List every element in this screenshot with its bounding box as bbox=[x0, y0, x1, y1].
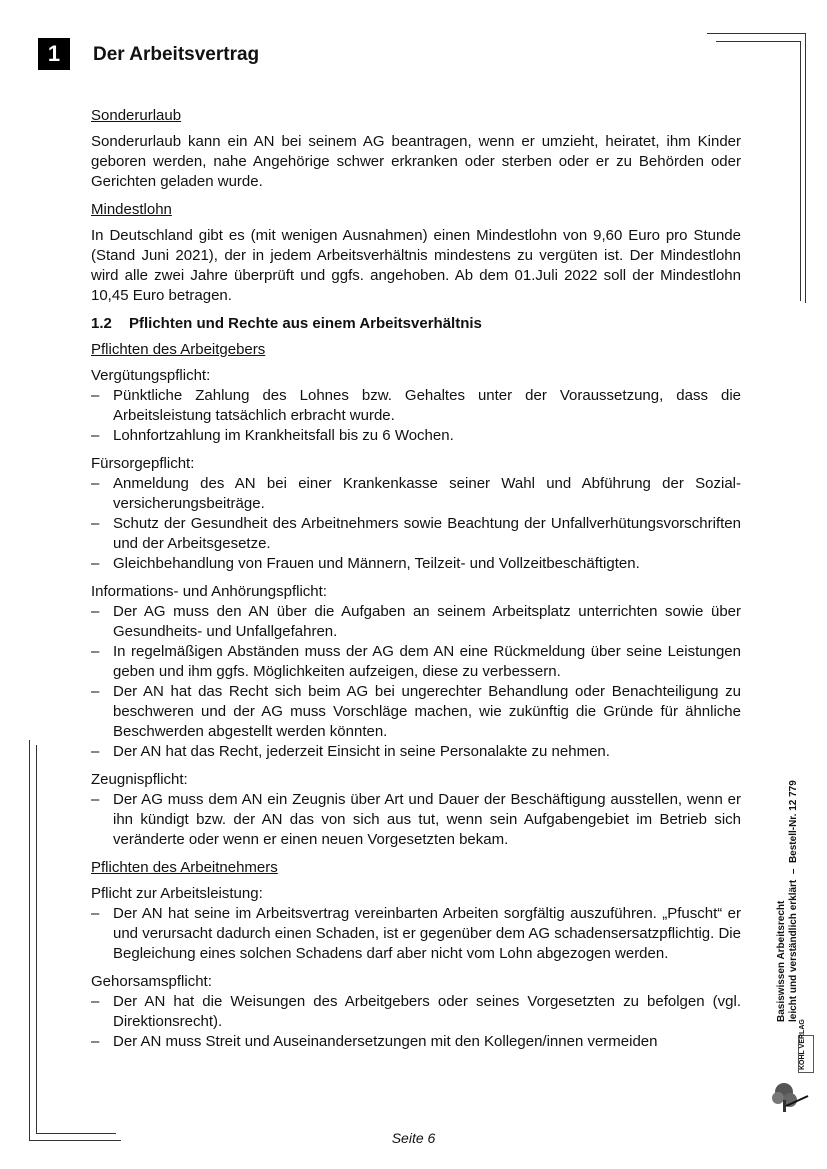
duty-list bbox=[91, 904, 741, 964]
side-order-number: Bestell-Nr. 12 779 bbox=[788, 780, 799, 864]
section-title: Pflichten und Rechte aus einem Arbeitsverhältnis bbox=[129, 315, 482, 332]
frame-line-top-right-h bbox=[707, 33, 805, 34]
mindestlohn-text: In Deutschland gibt es (mit wenigen Ausnahmen) einen Mindestlohn von 9,60 Euro pro Stunde (Stand Juni 2021), der in jedem Arbeitsverhältnis mindestens zu vergüten ist. Der Mindestlohn wird alle zwei Jahre überprüft und ggfs. angehoben. Ab dem 01.Juli 2022 soll der Mindestlohn 10,45 Euro betragen. bbox=[91, 227, 741, 304]
section-number: 1.2 bbox=[91, 315, 112, 332]
chapter-number-badge: 1 bbox=[38, 38, 70, 70]
duty-list bbox=[91, 992, 741, 1052]
side-publisher-text bbox=[776, 732, 800, 1022]
frame-line-top-right-h2 bbox=[716, 41, 801, 42]
frame-line-top-right-v2 bbox=[800, 41, 801, 301]
list-item: – Der AN hat seine im Arbeitsvertrag vereinbarten Arbeiten sorgfältig auszuführen. „Pfuscht“ er und verursacht dadurch einen Schaden, ist er gegenüber dem AG schadensersatzpflichtig. Die Begleichung eines solchen Schadens darf aber nicht vom Lohn abgezogen werden. bbox=[91, 904, 741, 964]
arbeitgeber-heading: Pflichten des Arbeitgebers bbox=[91, 341, 266, 358]
duty-title: Zeugnispflicht: bbox=[91, 771, 188, 788]
duty-list bbox=[91, 386, 741, 446]
chapter-title: Der Arbeitsvertrag bbox=[93, 44, 260, 65]
duty-list bbox=[91, 790, 741, 850]
mindestlohn-heading: Mindestlohn bbox=[91, 201, 172, 218]
list-item: – Der AN hat das Recht sich beim AG bei ungerechter Behandlung oder Benachteiligung zu beschweren und der AG muss Vorschläge machen, wie zukünftig die Gründe für ähnliche Beschwerden abgestellt werden könnten. bbox=[91, 682, 741, 742]
side-separator: – bbox=[788, 868, 799, 875]
frame-line-bottom-left-v bbox=[29, 740, 30, 1140]
list-item: – Der AN hat die Weisungen des Arbeitgebers oder seines Vorgesetzten zu befolgen (vgl. Direktionsrecht). bbox=[91, 992, 741, 1032]
duty-title: Fürsorgepflicht: bbox=[91, 455, 195, 472]
duty-title: Informations- und Anhörungspflicht: bbox=[91, 583, 327, 600]
publisher-logo bbox=[798, 1019, 814, 1073]
list-item: – Der AG muss den AN über die Aufgaben an seinem Arbeitsplatz unterrichten sowie über Gesundheits- und Unfallgefahren. bbox=[91, 602, 741, 642]
side-book-title: Basiswissen Arbeitsrecht bbox=[776, 900, 787, 1022]
list-item: – Der AN muss Streit und Auseinandersetzungen mit den Kollegen/innen vermeiden bbox=[91, 1032, 741, 1052]
list-item: – Schutz der Gesundheit des Arbeitnehmers sowie Beachtung der Unfallverhütungsvorschriften und der Arbeitsgesetze. bbox=[91, 514, 741, 554]
list-item: – Pünktliche Zahlung des Lohnes bzw. Gehaltes unter der Voraussetzung, dass die Arbeitsleistung tatsächlich erbracht wurde. bbox=[91, 386, 741, 426]
list-item: – Der AG muss dem AN ein Zeugnis über Art und Dauer der Beschäftigung ausstellen, wenn er ihn kündigt bzw. der AN das von sich aus tut, wenn sein Aufgabengebiet im Betrieb sich veränderte oder wenn er einen neuen Vorgesetzten bekam. bbox=[91, 790, 741, 850]
main-content bbox=[91, 106, 741, 1060]
frame-line-top-right-v bbox=[805, 33, 806, 303]
list-item: – Der AN hat das Recht, jederzeit Einsicht in seine Personalakte zu nehmen. bbox=[91, 742, 741, 762]
duty-title: Vergütungspflicht: bbox=[91, 367, 211, 384]
sonderurlaub-heading: Sonderurlaub bbox=[91, 107, 182, 124]
list-item: – Lohnfortzahlung im Krankheitsfall bis zu 6 Wochen. bbox=[91, 426, 741, 446]
duty-list bbox=[91, 474, 741, 574]
arbeitnehmer-heading: Pflichten des Arbeitnehmers bbox=[91, 859, 278, 876]
side-book-subtitle: leicht und verständlich erklärt – Bestell-Nr. 12 779 bbox=[788, 780, 799, 1022]
list-item: – Gleichbehandlung von Frauen und Männern, Teilzeit- und Vollzeitbeschäftigten. bbox=[91, 554, 741, 574]
sonderurlaub-text: Sonderurlaub kann ein AN bei seinem AG beantragen, wenn er umzieht, heiratet, ihm Kinder geboren werden, nahe Angehörige schwer erkranken oder sterben oder er zu Behörden oder Gerichten geladen wurde. bbox=[91, 133, 741, 190]
list-item: – Anmeldung des AN bei einer Krankenkasse seiner Wahl und Abführung der Sozialversicherungsbeiträge. bbox=[91, 474, 741, 514]
duty-title: Gehorsamspflicht: bbox=[91, 973, 212, 990]
section-heading bbox=[91, 314, 741, 334]
frame-line-bottom-left-v2 bbox=[36, 745, 37, 1133]
page-number: Seite 6 bbox=[391, 1130, 436, 1146]
list-item: – In regelmäßigen Abständen muss der AG dem AN eine Rückmeldung über seine Leistungen geben und ihm ggfs. Möglichkeiten aufzeigen, diese zu verbessern. bbox=[91, 642, 741, 682]
duty-title: Pflicht zur Arbeitsleistung: bbox=[91, 885, 263, 902]
duty-list bbox=[91, 602, 741, 762]
publisher-logo-label: KOHL VERLAG bbox=[799, 1019, 806, 1070]
tree-logo-icon bbox=[770, 1078, 810, 1114]
